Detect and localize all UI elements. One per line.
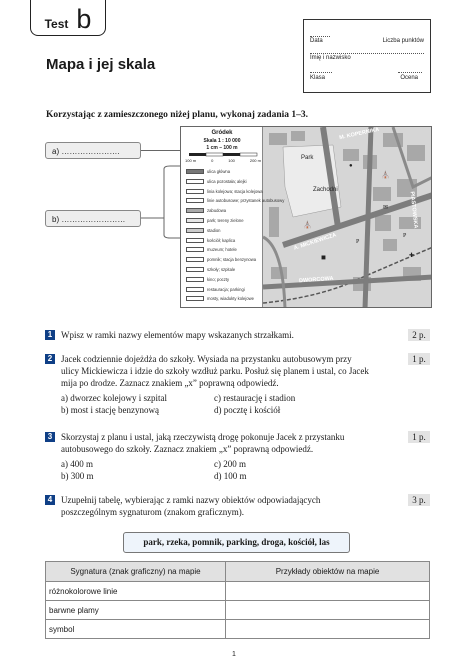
test-word: Test: [44, 17, 69, 31]
task-2-line-1: Jacek codziennie dojeżdża do szkoły. Wysiada na przystanku autobusowym przy: [61, 354, 352, 364]
table-cell-signature: różnokolorowe linie: [46, 582, 226, 601]
table-cell-signature: symbol: [46, 620, 226, 639]
info-grade: Ocena: [400, 75, 418, 81]
legend-swatch: [186, 208, 204, 213]
task-3-option-d[interactable]: d) 100 m: [214, 471, 247, 481]
task-2-points: 1 p.: [408, 353, 430, 365]
legend-swatch: [186, 189, 204, 194]
svg-text:⛪: ⛪: [381, 171, 390, 179]
legend-title: Gródek: [211, 130, 233, 136]
task-3-number: 3: [45, 432, 55, 442]
legend-item: restauracja; parkingi: [207, 286, 245, 292]
task-1-text: Wpisz w ramki nazwy elementów mapy wskazanych strzałkami.: [61, 330, 294, 340]
table-row: [46, 582, 430, 601]
table-row: [46, 620, 430, 639]
task-4-points: 3 p.: [408, 494, 430, 506]
table-answer-cell[interactable]: [226, 620, 430, 639]
task-2-number: 2: [45, 354, 55, 364]
street-kopernika: M. KOPERNIKA: [338, 126, 380, 142]
table-answer-cell[interactable]: [226, 601, 430, 620]
page-number: 1: [232, 651, 236, 658]
table-cell-signature: barwne plamy: [46, 601, 226, 620]
svg-text:P: P: [356, 239, 360, 245]
legend-swatch: [186, 287, 204, 292]
legend-item: ulica pozostała; alejki: [207, 178, 247, 184]
city-map: [180, 126, 432, 308]
task-1-points: 2 p.: [408, 329, 430, 341]
legend-item: szkoły; szpitale: [207, 267, 236, 272]
intro-text: Korzystając z zamieszczonego niżej planu, wykonaj zadania 1–3.: [46, 110, 309, 120]
task-4-line-2: poszczególnym sygnaturom (znakom graficznym).: [61, 507, 244, 517]
task-2-line-3: mija po drodze. Zaznacz znakiem „x” poprawną odpowiedź.: [61, 378, 279, 388]
table-header-examples: Przykłady obiektów na mapie: [226, 562, 430, 582]
task-2-option-d[interactable]: d) pocztę i kościół: [214, 405, 281, 415]
legend-item: linia kolejowa; stacja kolejowa: [207, 188, 263, 194]
legend-scale: Skala 1 : 10 000: [203, 138, 241, 144]
legend-item: zabudowa: [207, 208, 227, 214]
legend-item: park; tereny zielone: [207, 218, 244, 223]
svg-text:✚: ✚: [409, 253, 415, 259]
svg-text:P: P: [403, 233, 407, 239]
legend-swatch: [186, 277, 204, 282]
map-label-station: Zachodni: [313, 187, 338, 193]
legend-item: kino; poczty: [207, 276, 230, 282]
callout-b-bracket: [140, 165, 185, 240]
legend-swatch: [186, 238, 204, 243]
info-points: Liczba punktów: [382, 38, 424, 44]
callout-a: a) ………………….: [45, 142, 141, 159]
info-date: Data: [310, 38, 323, 44]
info-box: [303, 19, 431, 93]
legend-swatch: [186, 218, 204, 223]
task-3-line-2: autobusowego do szkoły. Zaznacz znakiem „x” poprawną odpowiedź.: [61, 444, 314, 454]
task-2-option-b[interactable]: b) most i stację benzynową: [61, 405, 159, 415]
svg-text:⛪: ⛪: [303, 221, 312, 229]
legend-swatch: [186, 198, 204, 203]
legend-swatch: [186, 296, 204, 301]
legend-swatch: [186, 247, 204, 252]
task-2-option-a[interactable]: a) dworzec kolejowy i szpital: [61, 393, 167, 403]
info-class: Klasa: [310, 75, 326, 81]
table-row: [46, 601, 430, 620]
test-variant: b: [76, 4, 92, 34]
task-2-line-2: ulicy Mickiewicza i idzie do szkoły wzdłuż parku. Posłuż się planem i ustal, co Jacek: [61, 366, 369, 376]
legend-item: pomnik; stacja benzynowa: [207, 257, 257, 263]
legend-swatch: [186, 257, 204, 262]
legend-swatch: [186, 267, 204, 272]
legend-item: stadion: [207, 227, 221, 233]
task-3-option-b[interactable]: b) 300 m: [61, 471, 94, 481]
task-2-option-c[interactable]: c) restaurację i stadion: [214, 393, 296, 403]
task-1-number: 1: [45, 330, 55, 340]
test-tab: [30, 0, 106, 36]
map-drawing: [263, 127, 432, 308]
map-legend: [181, 127, 285, 308]
street-piastowska: PIASTOWSKA: [408, 191, 419, 229]
legend-item: kościół; kaplica: [207, 237, 236, 243]
task-4-number: 4: [45, 495, 55, 505]
word-bank: park, rzeka, pomnik, parking, droga, kościół, las: [123, 532, 350, 553]
svg-text:●: ●: [349, 163, 353, 169]
legend-ratio: 1 cm – 100 m: [206, 145, 238, 151]
scale-ticks: 100 m 0 100 200 m: [185, 158, 261, 163]
table-header-signature: Sygnatura (znak graficzny) na mapie: [46, 562, 226, 582]
street-dworcowa: DWORCOWA: [298, 275, 334, 285]
legend-swatch: [186, 169, 204, 174]
answer-table: [45, 561, 430, 639]
street-mickiewicza: A. MICKIEWICZA: [293, 232, 338, 252]
legend-swatch: [186, 179, 204, 184]
task-4-line-1: Uzupełnij tabelę, wybierając z ramki nazwy obiektów odpowiadających: [61, 495, 321, 505]
table-answer-cell[interactable]: [226, 582, 430, 601]
svg-text:✉: ✉: [383, 205, 389, 211]
info-name: Imię i nazwisko: [310, 55, 351, 61]
task-3-option-c[interactable]: c) 200 m: [214, 459, 246, 469]
legend-item: mosty, wiadukty kolejowe: [207, 296, 254, 302]
svg-text:◼: ◼: [321, 255, 326, 261]
legend-item: linie autobusowe; przystanek autobusowy: [207, 198, 285, 204]
legend-item: ulica główna: [207, 169, 231, 174]
legend-swatch: [186, 228, 204, 233]
callout-a-arrow: [141, 150, 181, 151]
task-3-line-1: Skorzystaj z planu i ustal, jaką rzeczywistą drogę pokonuje Jacek z przystanku: [61, 432, 345, 442]
callout-b: b) ……………………: [45, 210, 141, 227]
map-label-park: Park: [301, 155, 314, 161]
task-3-option-a[interactable]: a) 400 m: [61, 459, 93, 469]
page-title: Mapa i jej skala: [46, 56, 156, 73]
task-3-points: 1 p.: [408, 431, 430, 443]
legend-item: muzeum; hotele: [207, 247, 237, 253]
